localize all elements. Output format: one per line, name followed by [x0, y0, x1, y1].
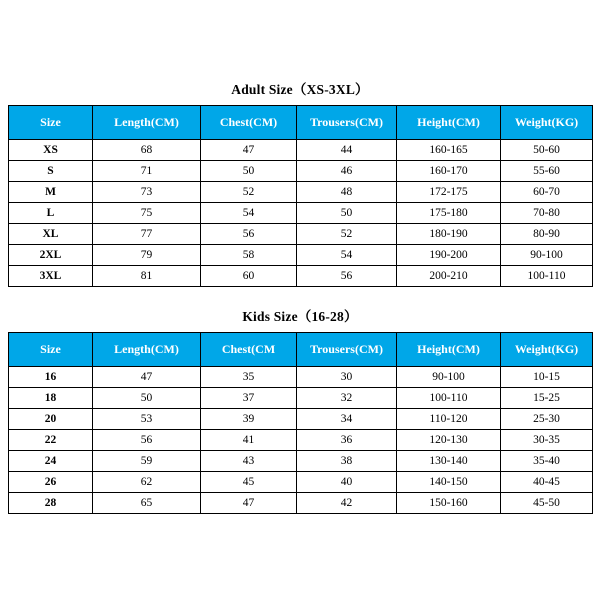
cell-weight: 50-60 — [501, 140, 593, 161]
cell-weight: 35-40 — [501, 451, 593, 472]
cell-length: 71 — [93, 161, 201, 182]
cell-height: 160-170 — [397, 161, 501, 182]
cell-trousers: 54 — [297, 245, 397, 266]
cell-trousers: 40 — [297, 472, 397, 493]
cell-trousers: 46 — [297, 161, 397, 182]
cell-weight: 10-15 — [501, 367, 593, 388]
cell-chest: 35 — [201, 367, 297, 388]
cell-trousers: 50 — [297, 203, 397, 224]
cell-chest: 47 — [201, 140, 297, 161]
cell-height: 190-200 — [397, 245, 501, 266]
column-header-chest: Chest(CM) — [201, 106, 297, 140]
cell-height: 130-140 — [397, 451, 501, 472]
cell-size: 26 — [9, 472, 93, 493]
cell-length: 77 — [93, 224, 201, 245]
column-header-length: Length(CM) — [93, 333, 201, 367]
cell-height: 175-180 — [397, 203, 501, 224]
cell-chest: 39 — [201, 409, 297, 430]
cell-trousers: 32 — [297, 388, 397, 409]
column-header-weight: Weight(KG) — [501, 106, 593, 140]
cell-size: 16 — [9, 367, 93, 388]
cell-chest: 45 — [201, 472, 297, 493]
table-row — [9, 266, 593, 287]
cell-size: M — [9, 182, 93, 203]
cell-height: 172-175 — [397, 182, 501, 203]
cell-size: 3XL — [9, 266, 93, 287]
table-row — [9, 182, 593, 203]
cell-chest: 43 — [201, 451, 297, 472]
table-row — [9, 409, 593, 430]
cell-length: 62 — [93, 472, 201, 493]
cell-chest: 41 — [201, 430, 297, 451]
cell-length: 81 — [93, 266, 201, 287]
cell-height: 150-160 — [397, 493, 501, 514]
cell-size: 24 — [9, 451, 93, 472]
cell-weight: 25-30 — [501, 409, 593, 430]
cell-chest: 56 — [201, 224, 297, 245]
cell-size: XL — [9, 224, 93, 245]
table-row — [9, 472, 593, 493]
cell-weight: 90-100 — [501, 245, 593, 266]
cell-height: 110-120 — [397, 409, 501, 430]
cell-trousers: 36 — [297, 430, 397, 451]
cell-size: S — [9, 161, 93, 182]
table-header-row — [9, 333, 593, 367]
kids-size-section — [8, 305, 592, 514]
cell-length: 59 — [93, 451, 201, 472]
cell-height: 200-210 — [397, 266, 501, 287]
column-header-size: Size — [9, 333, 93, 367]
cell-length: 73 — [93, 182, 201, 203]
table-header-row — [9, 106, 593, 140]
cell-weight: 55-60 — [501, 161, 593, 182]
adult-table-head — [9, 106, 593, 140]
cell-size: XS — [9, 140, 93, 161]
column-header-height: Height(CM) — [397, 333, 501, 367]
cell-chest: 58 — [201, 245, 297, 266]
column-header-size: Size — [9, 106, 93, 140]
cell-trousers: 42 — [297, 493, 397, 514]
cell-height: 120-130 — [397, 430, 501, 451]
cell-weight: 40-45 — [501, 472, 593, 493]
cell-weight: 100-110 — [501, 266, 593, 287]
column-header-trousers: Trousers(CM) — [297, 106, 397, 140]
adult-size-table — [8, 105, 593, 287]
cell-length: 68 — [93, 140, 201, 161]
cell-length: 65 — [93, 493, 201, 514]
kids-table-head — [9, 333, 593, 367]
cell-trousers: 44 — [297, 140, 397, 161]
cell-size: 18 — [9, 388, 93, 409]
cell-chest: 60 — [201, 266, 297, 287]
table-row — [9, 140, 593, 161]
table-row — [9, 161, 593, 182]
cell-size: 22 — [9, 430, 93, 451]
cell-trousers: 34 — [297, 409, 397, 430]
cell-height: 160-165 — [397, 140, 501, 161]
cell-length: 47 — [93, 367, 201, 388]
cell-height: 90-100 — [397, 367, 501, 388]
cell-size: 20 — [9, 409, 93, 430]
cell-weight: 30-35 — [501, 430, 593, 451]
cell-length: 50 — [93, 388, 201, 409]
cell-weight: 45-50 — [501, 493, 593, 514]
cell-trousers: 52 — [297, 224, 397, 245]
cell-trousers: 56 — [297, 266, 397, 287]
cell-length: 56 — [93, 430, 201, 451]
kids-table-body — [9, 367, 593, 514]
kids-table-title: Kids Size（16-28） — [242, 309, 358, 324]
cell-size: L — [9, 203, 93, 224]
cell-height: 180-190 — [397, 224, 501, 245]
column-header-weight: Weight(KG) — [501, 333, 593, 367]
cell-weight: 70-80 — [501, 203, 593, 224]
cell-weight: 60-70 — [501, 182, 593, 203]
cell-trousers: 30 — [297, 367, 397, 388]
cell-length: 79 — [93, 245, 201, 266]
cell-length: 75 — [93, 203, 201, 224]
table-row — [9, 245, 593, 266]
cell-trousers: 38 — [297, 451, 397, 472]
adult-size-section — [8, 78, 592, 287]
table-row — [9, 430, 593, 451]
kids-size-table — [8, 332, 593, 514]
cell-chest: 37 — [201, 388, 297, 409]
column-header-trousers: Trousers(CM) — [297, 333, 397, 367]
table-row — [9, 367, 593, 388]
cell-chest: 52 — [201, 182, 297, 203]
cell-height: 100-110 — [397, 388, 501, 409]
cell-chest: 50 — [201, 161, 297, 182]
cell-weight: 15-25 — [501, 388, 593, 409]
table-row — [9, 451, 593, 472]
cell-chest: 47 — [201, 493, 297, 514]
cell-chest: 54 — [201, 203, 297, 224]
adult-table-body — [9, 140, 593, 287]
table-row — [9, 203, 593, 224]
cell-length: 53 — [93, 409, 201, 430]
cell-size: 28 — [9, 493, 93, 514]
table-row — [9, 493, 593, 514]
cell-size: 2XL — [9, 245, 93, 266]
cell-trousers: 48 — [297, 182, 397, 203]
cell-weight: 80-90 — [501, 224, 593, 245]
adult-table-title: Adult Size（XS-3XL） — [231, 82, 369, 97]
cell-height: 140-150 — [397, 472, 501, 493]
column-header-chest: Chest(CM — [201, 333, 297, 367]
column-header-height: Height(CM) — [397, 106, 501, 140]
table-row — [9, 388, 593, 409]
table-row — [9, 224, 593, 245]
column-header-length: Length(CM) — [93, 106, 201, 140]
